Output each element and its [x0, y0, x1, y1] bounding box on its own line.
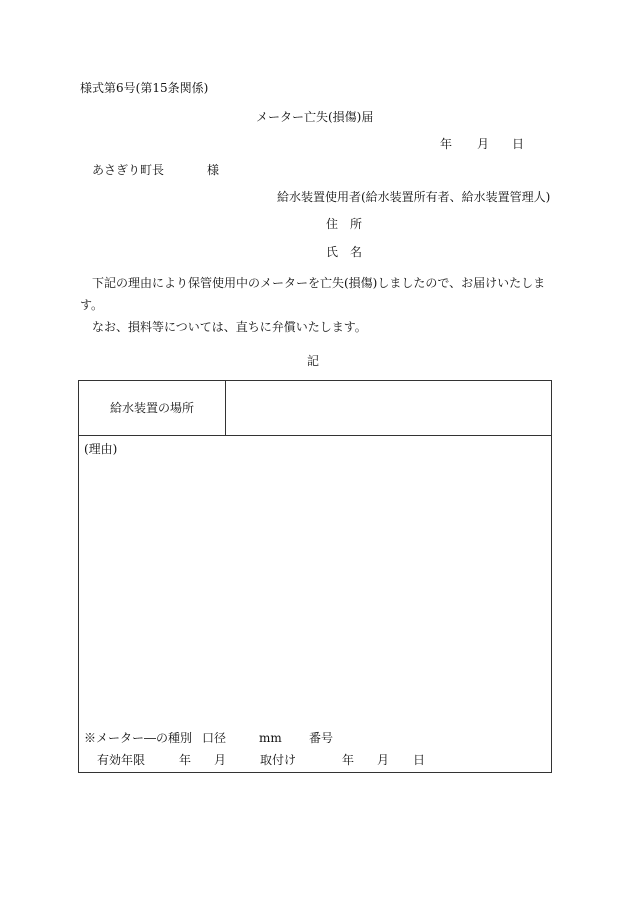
meter-unit-label: mm	[259, 731, 282, 745]
form-number: 様式第6号(第15条関係)	[80, 81, 209, 95]
reason-area	[79, 436, 551, 772]
validity-month-label: 月	[214, 753, 227, 767]
installed-month-label: 月	[377, 753, 390, 767]
meter-diameter-label: 口径	[202, 731, 227, 745]
date-day-label: 日	[512, 137, 525, 151]
location-row	[79, 381, 551, 436]
reason-label: (理由)	[84, 442, 118, 456]
location-value	[226, 381, 551, 435]
body-paragraph-1: 下記の理由により保管使用中のメーターを亡失(損傷)しましたので、お届けいたします。	[80, 276, 546, 312]
meter-line-1	[79, 731, 551, 747]
applicant-address-label: 住 所	[326, 217, 363, 231]
installed-day-label: 日	[413, 753, 426, 767]
applicant-name-label: 氏 名	[326, 245, 363, 259]
addressee-honorific: 様	[207, 163, 220, 177]
body-paragraph-2: なお、損料等については、直ちに弁償いたします。	[80, 320, 367, 334]
validity-year-label: 年	[179, 753, 192, 767]
meter-type-label: ※メーター―の種別	[84, 731, 193, 745]
installed-label: 取付け	[260, 753, 297, 767]
date-month-label: 月	[477, 137, 490, 151]
meter-number-label: 番号	[309, 731, 334, 745]
applicant-role: 給水装置使用者(給水装置所有者、給水装置管理人)	[277, 190, 551, 204]
form-title: メーター亡失(損傷)届	[256, 110, 374, 124]
details-table	[78, 380, 552, 773]
addressee-name: あさぎり町長	[92, 163, 165, 177]
validity-label: 有効年限	[97, 753, 146, 767]
installed-year-label: 年	[342, 753, 355, 767]
ki-heading: 記	[307, 354, 320, 368]
location-label: 給水装置の場所	[79, 381, 226, 435]
meter-line-2	[79, 753, 551, 769]
date-year-label: 年	[440, 137, 453, 151]
